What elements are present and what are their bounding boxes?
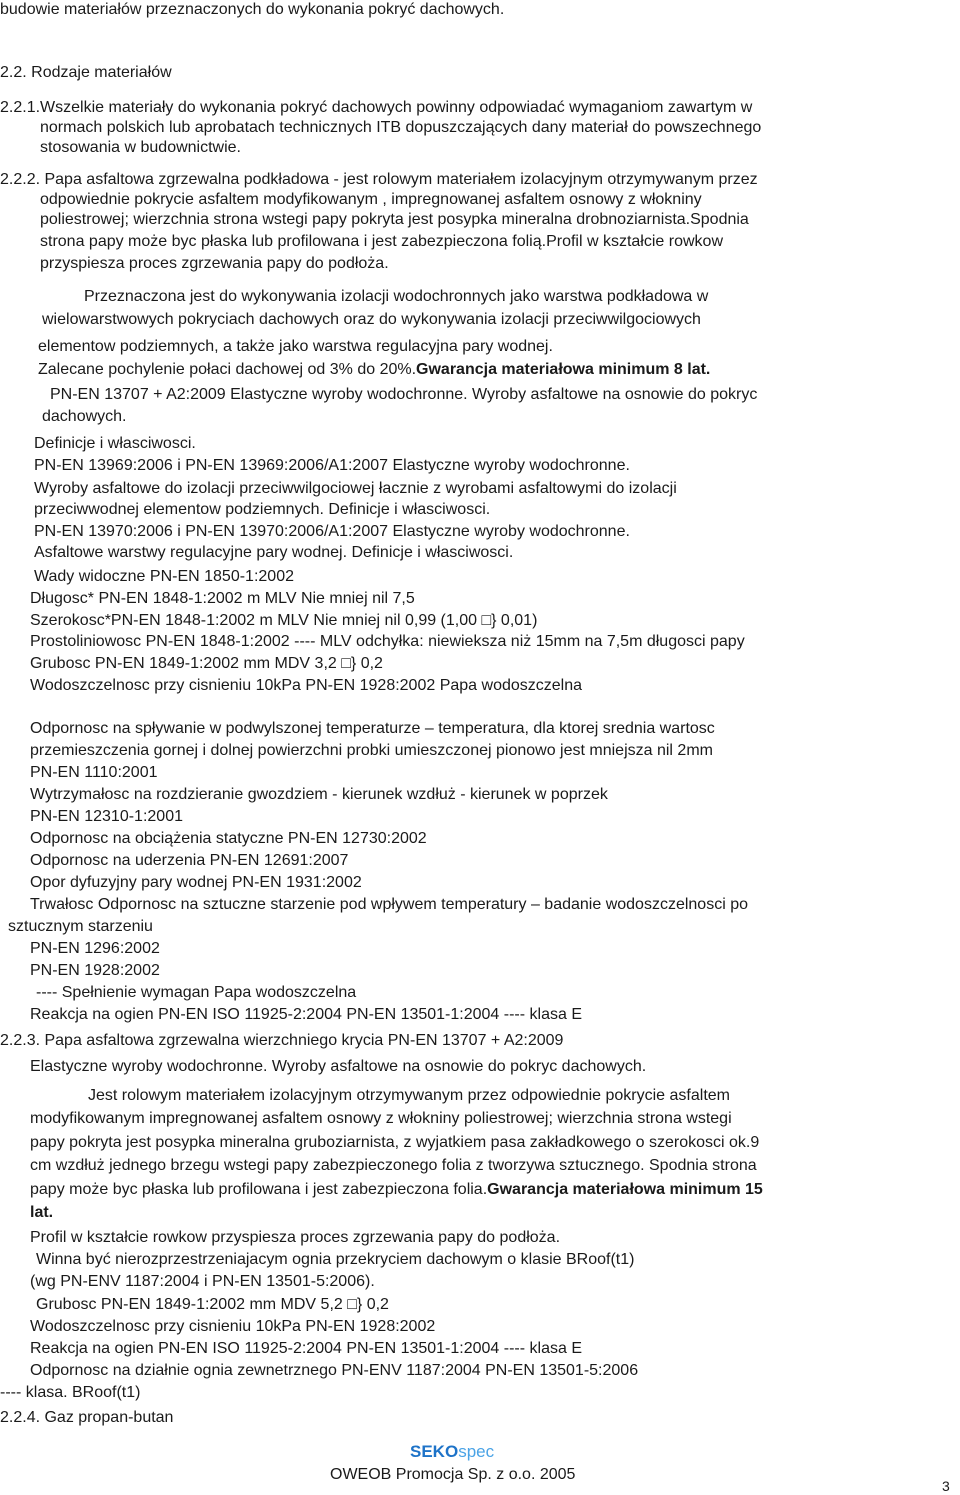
section-heading: 2.2.3. Papa asfaltowa zgrzewalna wierzchniego krycia PN-EN 13707 + A2:2009	[0, 1032, 564, 1049]
text-line: Odpornosc na działnie ognia zewnetrznego PN-ENV 1187:2004 PN-EN 13501-5:2006	[30, 1362, 639, 1379]
text-line: strona papy może byc płaska lub profilowana i jest zabezpieczona folią.Profil w kształcie rowkow	[40, 233, 723, 250]
text-line: Odpornosc na spływanie w podwylszonej temperaturze – temperatura, dla ktorej srednia wartosc	[30, 720, 715, 737]
text-line: Jest rolowym materiałem izolacyjnym otrzymywanym przez odpowiednie pokrycie asfaltem	[88, 1087, 730, 1104]
text-line: poliestrowej; wierzchnia strona wstegi papy pokryta jest posypka mineralna drobnoziarnista.Spodnia	[40, 211, 749, 228]
text-line: PN-EN 1296:2002	[30, 940, 160, 957]
text-line	[38, 360, 710, 380]
text-line: Prostoliniowosc PN-EN 1848-1:2002 ---- MLV odchyłka: niewieksza niż 15mm na 7,5m długosci papy	[30, 633, 745, 650]
text-line: Grubosc PN-EN 1849-1:2002 mm MDV 3,2 □} 0,2	[30, 655, 383, 672]
text-line: Asfaltowe warstwy regulacyjne pary wodnej. Definicje i własciwosci.	[34, 544, 514, 561]
sekospec-logo	[410, 1442, 550, 1464]
text-line: przeciwwodnej elementow podziemnych. Definicje i własciwosci.	[34, 501, 491, 518]
text-line: PN-EN 1110:2001	[30, 764, 158, 781]
text-line: Grubosc PN-EN 1849-1:2002 mm MDV 5,2 □} 0,2	[36, 1296, 389, 1313]
text-line: Wady widoczne PN-EN 1850-1:2002	[34, 568, 294, 585]
text-line: Wodoszczelnosc przy cisnieniu 10kPa PN-EN 1928:2002	[30, 1318, 436, 1335]
text-line: modyfikowanym impregnowanej asfaltem osnowy z włokniny poliestrowej; wierzchnia strona wstegi	[30, 1110, 732, 1127]
text-line: przemieszczenia gornej i dolnej powierzchni probki umieszczonej pionowo jest mniejsza nil 2mm	[30, 742, 713, 759]
text-line: Wytrzymałosc na rozdzieranie gwozdziem - kierunek wzdłuż - kierunek w poprzek	[30, 786, 608, 803]
text-line: Definicje i własciwosci.	[34, 435, 196, 452]
text-line: PN-EN 13969:2006 i PN-EN 13969:2006/A1:2007 Elastyczne wyroby wodochronne.	[34, 457, 630, 474]
text-line: Wodoszczelnosc przy cisnieniu 10kPa PN-EN 1928:2002 Papa wodoszczelna	[30, 677, 583, 694]
text-line: przyspiesza proces zgrzewania papy do podłoża.	[40, 255, 389, 272]
text-line: (wg PN-ENV 1187:2004 i PN-EN 13501-5:2006).	[30, 1273, 375, 1290]
text-line: Długosc* PN-EN 1848-1:2002 m MLV Nie mniej nil 7,5	[30, 590, 415, 607]
text-line: Odpornosc na obciążenia statyczne PN-EN 12730:2002	[30, 830, 427, 847]
text-line: Winna być nierozprzestrzeniajacym ognia przekryciem dachowym o klasie BRoof(t1)	[36, 1251, 635, 1268]
text-line: Elastyczne wyroby wodochronne. Wyroby asfaltowe na osnowie do pokryc dachowych.	[30, 1058, 647, 1075]
text-line: Trwałosc Odpornosc na sztuczne starzenie pod wpływem temperatury – badanie wodoszczelnosci po	[30, 896, 748, 913]
text-line: Szerokosc*PN-EN 1848-1:2002 m MLV Nie mniej nil 0,99 (1,00 □} 0,01)	[30, 612, 538, 629]
text-line: PN-EN 1928:2002	[30, 962, 160, 979]
section-heading: 2.2. Rodzaje materiałów	[0, 64, 172, 81]
guarantee-text: Gwarancja materiałowa minimum 8 lat.	[416, 361, 711, 378]
page-number: 3	[942, 1478, 950, 1494]
logo-part: spec	[458, 1442, 495, 1461]
footer-company: OWEOB Promocja Sp. z o.o. 2005	[330, 1466, 576, 1483]
guarantee-text: lat.	[30, 1204, 54, 1221]
text-line	[30, 1180, 763, 1200]
text-line: Opor dyfuzyjny pary wodnej PN-EN 1931:2002	[30, 874, 362, 891]
text-line: sztucznym starzeniu	[8, 918, 153, 935]
text-line: Reakcja na ogien PN-EN ISO 11925-2:2004 PN-EN 13501-1:2004 ---- klasa E	[30, 1340, 582, 1357]
text-line: Przeznaczona jest do wykonywania izolacji wodochronnych jako warstwa podkładowa w	[84, 288, 709, 305]
text-line: 2.2.2. Papa asfaltowa zgrzewalna podkładowa - jest rolowym materiałem izolacyjnym otrzymywanym przez	[0, 171, 758, 188]
logo-part: SEKO	[410, 1442, 459, 1461]
text-line: normach polskich lub aprobatach technicznych ITB dopuszczających dany materiał do powszechnego	[40, 119, 762, 136]
text-line: Reakcja na ogien PN-EN ISO 11925-2:2004 PN-EN 13501-1:2004 ---- klasa E	[30, 1006, 582, 1023]
text-line: ---- Spełnienie wymagan Papa wodoszczelna	[36, 984, 357, 1001]
text-line: wielowarstwowych pokryciach dachowych oraz do wykonywania izolacji przeciwwilgociowych	[42, 311, 701, 328]
text-line: PN-EN 12310-1:2001	[30, 808, 183, 825]
text-span: papy może byc płaska lub profilowana i jest zabezpieczona folia.	[30, 1181, 488, 1198]
section-heading: 2.2.4. Gaz propan-butan	[0, 1409, 174, 1426]
text-span: Zalecane pochylenie połaci dachowej od 3% do 20%.	[38, 361, 417, 378]
text-span: odpowiednie pokrycie asfaltem modyfikowanym , impregnowanej asfaltem osnowy z włokniny	[40, 191, 702, 208]
text-line: elementow podziemnych, a także jako warstwa regulacyjna pary wodnej.	[38, 338, 553, 355]
guarantee-text: Gwarancja materiałowa minimum 15	[487, 1181, 763, 1198]
text-line: Wyroby asfaltowe do izolacji przeciwwilgociowej łacznie z wyrobami asfaltowymi do izolacji	[34, 480, 677, 497]
text-line: Profil w kształcie rowkow przyspiesza proces zgrzewania papy do podłoża.	[30, 1229, 561, 1246]
text-line: Odpornosc na uderzenia PN-EN 12691:2007	[30, 852, 349, 869]
text-line: PN-EN 13707 + A2:2009 Elastyczne wyroby wodochronne. Wyroby asfaltowe na osnowie do pokryc	[50, 386, 758, 403]
text-line: ---- klasa. BRoof(t1)	[0, 1384, 141, 1401]
text-line: PN-EN 13970:2006 i PN-EN 13970:2006/A1:2007 Elastyczne wyroby wodochronne.	[34, 523, 630, 540]
text-line: dachowych.	[42, 408, 127, 425]
text-line: cm wzdłuż jednego brzegu wstegi papy zabezpieczonego folia z tworzywa sztucznego. Spodnia strona	[30, 1157, 757, 1174]
text-line: budowie materiałów przeznaczonych do wykonania pokryć dachowych.	[0, 1, 505, 18]
text-line: 2.2.1.Wszelkie materiały do wykonania pokryć dachowych powinny odpowiadać wymaganiom zawartym w	[0, 99, 753, 116]
text-line: papy pokryta jest posypka mineralna gruboziarnista, z wyjatkiem pasa zakładkowego o szerokosci ok.9	[30, 1134, 760, 1151]
text-line: stosowania w budownictwie.	[40, 139, 241, 156]
text-line	[40, 190, 948, 210]
